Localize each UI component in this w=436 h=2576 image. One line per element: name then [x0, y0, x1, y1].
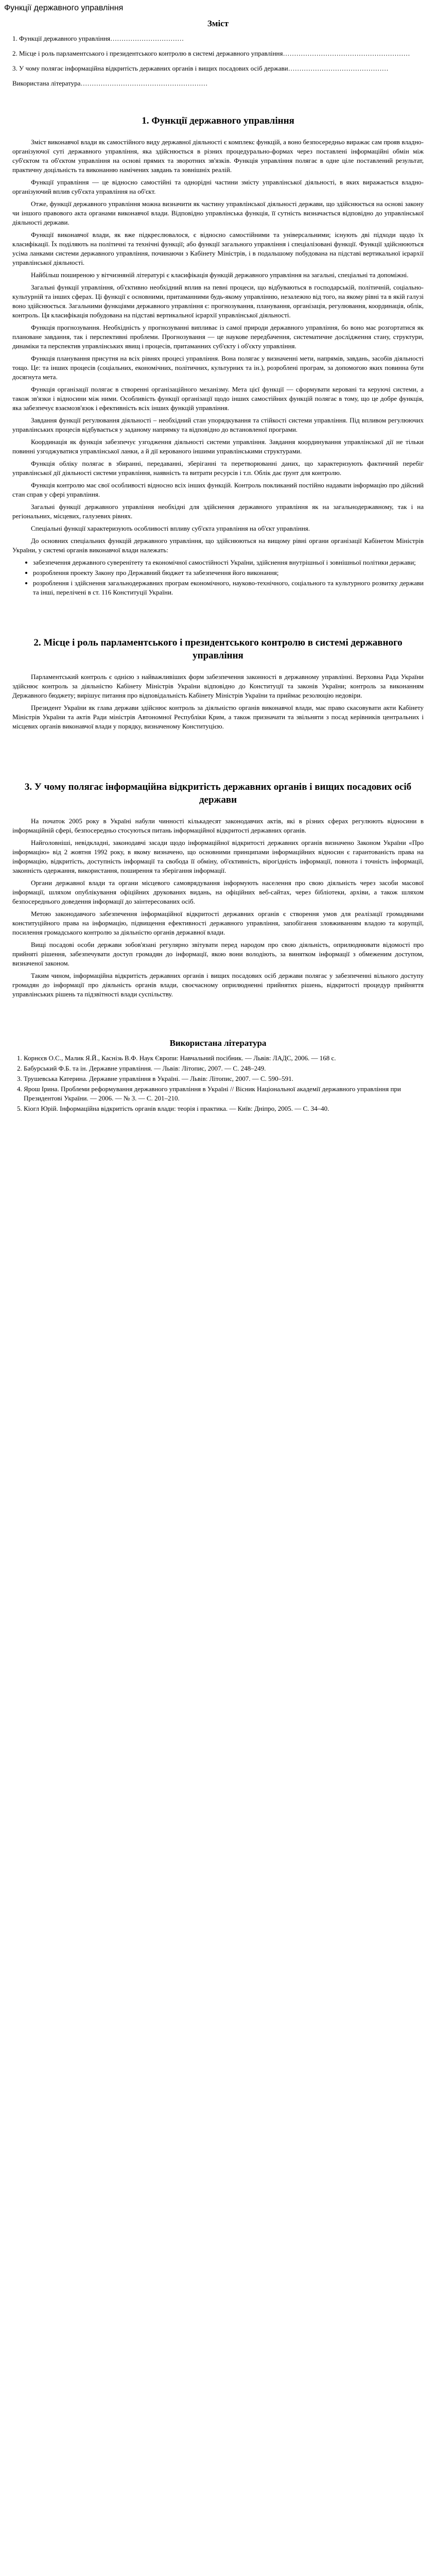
- toc-item: Використана література…………………………………………………: [12, 79, 208, 87]
- paragraph: Функція обліку полягає в збиранні, передаванні, зберіганні та перетворюванні даних, що характеризують фактичний перебіг управлінської дії діяльності системи управління, наявність та витрати ресурсів і т.п. Облік дає ґрунт для контролю.: [12, 460, 424, 477]
- document-title: Функції державного управління: [4, 4, 124, 12]
- spacer: [12, 600, 424, 636]
- paragraph: Вищі посадові особи держави зобов'язані регулярно звітувати перед народом про свою діяльність, оприлюднювати відомості про прийняті рішення, забезпечувати доступ громадян до інформації, якою вони володіють, за винятком інформації з обмеженим доступом, визначеної законом.: [12, 941, 424, 967]
- literature-item: 4. Ярош Ірина. Проблеми реформування державного управління в Україні // Вісник Національної академії державного управління при Президентові України. — 2006. — № 3. — С. 201–210.: [24, 1084, 424, 1103]
- toc-item: 2. Місце і роль парламентського і президентського контролю в системі державного управління…………………………………………………: [12, 49, 410, 57]
- literature-item: 1. Корнєєв О.С., Малик Я.Й., Каснізь В.Ф. Наук Європи: Навчальний посібник. — Львів: ЛАДС, 2006. — 168 с.: [24, 1054, 424, 1063]
- literature-item: 3. Трушевська Катерина. Державне управління в Україні. — Львів: Літопис, 2007. — С. 590–591.: [24, 1074, 424, 1083]
- paragraph: Спеціальні функції характеризують особливості впливу суб'єкта управління на об'єкт управління.: [31, 524, 310, 532]
- paragraph: Функція планування присутня на всіх рівнях процесі управління. Вона полягає у визначенні мети, напрямів, завдань, засобів діяльності тощо. Це: та інших процесів (соціальних, економічних, політичних, культурних та ін.), розроблені програм, за допомогою яких повинна бути досягнута мета.: [12, 354, 424, 381]
- paragraph: Функція прогнозування. Необхідність у прогнозуванні випливає із самої природи державного управління, бо воно має розгортатися як плановане завдання, так і перспективні проблеми. Прогнозування — це наукове передбачення, систематичне дослідження стану, структури, динаміки та перспектив управлінських явищ і процесів, притаманних суб'єкту і об'єкту управління.: [12, 324, 424, 350]
- paragraph: Функція організації полягає в створенні організаційного механізму. Мета цієї функції — сформувати керовані та керуючі системи, а також зв'язки і відносини між ними. Особливість функції організації щодо інших самостійних функцій полягає в тому, що це добре функція, яка забезпечує взаємозв'язок і ефективність всіх інших функцій управління.: [12, 385, 424, 412]
- literature-item: 2. Бабурський Ф.Б. та ін. Державне управління. — Львів: Літопис, 2007. — С. 248–249.: [24, 1064, 424, 1073]
- section-heading: 1. Функції державного управління: [142, 115, 294, 126]
- paragraph: Парламентський контроль є однією з найважливіших форм забезпечення законності в державному управлінні. Верховна Рада України здійснює контроль за діяльністю Кабінету Міністрів України відповідно до Конституції та законів України; контроль за виконанням Державного бюджету; вирішує питання про відповідальність Кабінету Міністрів України та приймає резолюцію недовіри.: [12, 673, 424, 699]
- paragraph: Президент України як глава держави здійснює контроль за діяльністю органів виконавчої влади, має право скасовувати акти Кабінету Міністрів України та актів Ради міністрів Автономної Республіки Крим, а також призначати та звільняти з посад керівників центральних і місцевих органів виконавчої влади у порядку, визначеному Конституцією.: [12, 704, 424, 730]
- paragraph: Координація як функція забезпечує узгодження діяльності системи управління. Завдання координування управлінської дії не тільки повинні узгоджуватися управлінської ланки, а й дії керованого іншими управлінськими структурами.: [12, 438, 424, 455]
- paragraph: Найголовніші, невідкладні, законодавчі засади щодо інформаційної відкритості державних органів визначено Законом України «Про інформацію» від 2 жовтня 1992 року, в якому визначено, що основними принципами інформаційних відносин є гарантованість права на інформацію, відкритість, доступність інформації та свобода її обміну, об'єктивність, вірогідність інформації, повнота і точність інформації, законність одержання, використання, поширення та зберігання інформації.: [12, 839, 424, 874]
- spacer: [12, 734, 424, 781]
- paragraph: Загальні функції управління, об'єктивно необхідний вплив на певні процеси, що відбуваються в господарській, політичній, соціально-культурній та інших сферах. Ці функції є основними, притаманними будь-якому управлінню, незалежно від того, на якому рівні та в якій галузі воно здійснюється. Загальними функціями державного управління є: прогнозування, планування, організація, регулювання, координація, облік, контроль. Ця класифікація побудована на підставі вертикальної ієрархії управлінської діяльності.: [12, 283, 424, 319]
- toc-item: 1. Функції державного управління……………………………: [12, 35, 184, 42]
- paragraph: Функція контролю має свої особливості відносно всіх інших функцій. Контроль покликаний постійно надавати інформацію про дійсний стан справ у сфері управління.: [12, 481, 424, 498]
- spacer: [12, 1002, 424, 1038]
- paragraph: Отже, функції державного управління можна визначити як частину управлінської діяльності держави, що здійснюється на основі закону чи іншого правового акта органами виконавчої влади. Відповідно управлінська функція, її сутність визначається відповідно до управлінської діяльності держави.: [12, 200, 424, 226]
- spacer: [12, 94, 424, 114]
- paragraph: На початок 2005 року в Україні набули чинності кількадесят законодавчих актів, які в різних сферах регулюють відносини в інформаційній сфері, безпосередньо стосуються питань інформаційної відкритості державних органів.: [12, 817, 424, 834]
- paragraph: До основних спеціальних функцій державного управління, що здійснюються на вищому рівні органи організації Кабінетом Міністрів України, у системі органів виконавчої влади належать:: [12, 537, 424, 554]
- paragraph: Завдання функції регулювання діяльності – необхідний стан упорядкування та стійкості системи управління. Під впливом регулюючих управлінських процесів відбувається у заданому напрямку та відповідно до встановленої програми.: [12, 416, 424, 433]
- literature-heading: Використана література: [169, 1038, 267, 1048]
- list-item: • розроблення і здійснення загальнодержавних програм економічного, науково-технічного, соціального та культурного розвитку держави та інші, перелічені в ст. 116 Конституції України.: [33, 579, 424, 597]
- paragraph: Функції управління — це відносно самостійні та однорідні частини змісту управлінської діяльності, в яких виражається владно-організуючий вплив суб'єкта управління на об'єкт.: [12, 178, 424, 195]
- toc-title: Зміст: [207, 19, 229, 28]
- bullet-list: [12, 558, 424, 597]
- paragraph: Метою законодавчого забезпечення інформаційної відкритості державних органів є створення умов для реалізації громадянами конституційного права на інформацію, підвищення ефективності державного управління, запобігання зловживанням владою та корупції, посилення громадського контролю за діяльністю органів державної влади.: [12, 910, 424, 936]
- paragraph: Загальні функції державного управління необхідні для здійснення державного управління як на загальнодержавному, так і на регіональних, місцевих, галузевих рівнях.: [12, 503, 424, 520]
- paragraph: Органи державної влади та органи місцевого самоврядування інформують населення про свою діяльність через засоби масової інформації, шляхом опублікування офіційних друкованих видань, на офіційних веб-сайтах, через бібліотеки, архіви, а також шляхом безпосереднього доведення інформації до заінтересованих осіб.: [12, 879, 424, 905]
- paragraph: Функції виконавчої влади, як вже підкреслювалося, є відносно самостійними та універсальними; існують дві підходи щодо їх класифікації. Їх поділяють на політичні та технічні функції; або функції загального управління і спеціалізовані функції. Функції здійснюються усіма ланками системи державного управління, починаючи з Кабінету Міністрів, і в подальшому побудована на підставі вертикальної ієрархії управлінської діяльності.: [12, 231, 424, 266]
- literature-list: [12, 1054, 424, 1113]
- toc-item: 3. У чому полягає інформаційна відкритість державних органів і вищих посадових осіб держави………………………………………: [12, 64, 389, 72]
- literature-item: 5. Кіогл Юрій. Інформаційна відкритість органів влади: теорія і практика. — Київ: Дніпро, 2005. — С. 34–40.: [24, 1104, 424, 1113]
- section-heading: 3. У чому полягає інформаційна відкритість державних органів і вищих посадових осіб держави: [24, 782, 412, 805]
- document-body: [12, 19, 424, 1114]
- paragraph: Найбільш поширеною у вітчизняній літературі є класифікація функцій державного управління на загальні, спеціальні та допоміжні.: [31, 271, 409, 279]
- list-item: • розроблення проекту Закону про Державний бюджет та забезпечення його виконання;: [33, 568, 424, 578]
- paragraph: Таким чином, інформаційна відкритість державних органів і вищих посадових осіб держави полягає у забезпеченні вільного доступу громадян до інформації про діяльність органів влади, своєчасному оприлюдненні прийнятих рішень, відкритості процедур прийняття управлінських рішень та підзвітності влади суспільству.: [12, 972, 424, 998]
- paragraph: Зміст виконавчої влади як самостійного виду державної діяльності є комплекс функцій, а воно безпосередньо виражає сам прояв владно-організуючої суті державного управління, яка здійснюється в різних процедурально-формах через поставлені інформаційні обмін між суб'єктом та об'єктом управління на основі прямих та зворотних зв'язків. Функція управління полягає в одне ціле поставлений результат, практичну доцільність та виконанню намічених завдань та зовнішніх реалій.: [12, 138, 424, 174]
- section-heading: 2. Місце і роль парламентського і президентського контролю в системі державного управління: [33, 637, 403, 661]
- list-item: • забезпечення державного суверенітету та економічної самостійності України, здійснення внутрішньої і зовнішньої політики держави;: [33, 558, 424, 567]
